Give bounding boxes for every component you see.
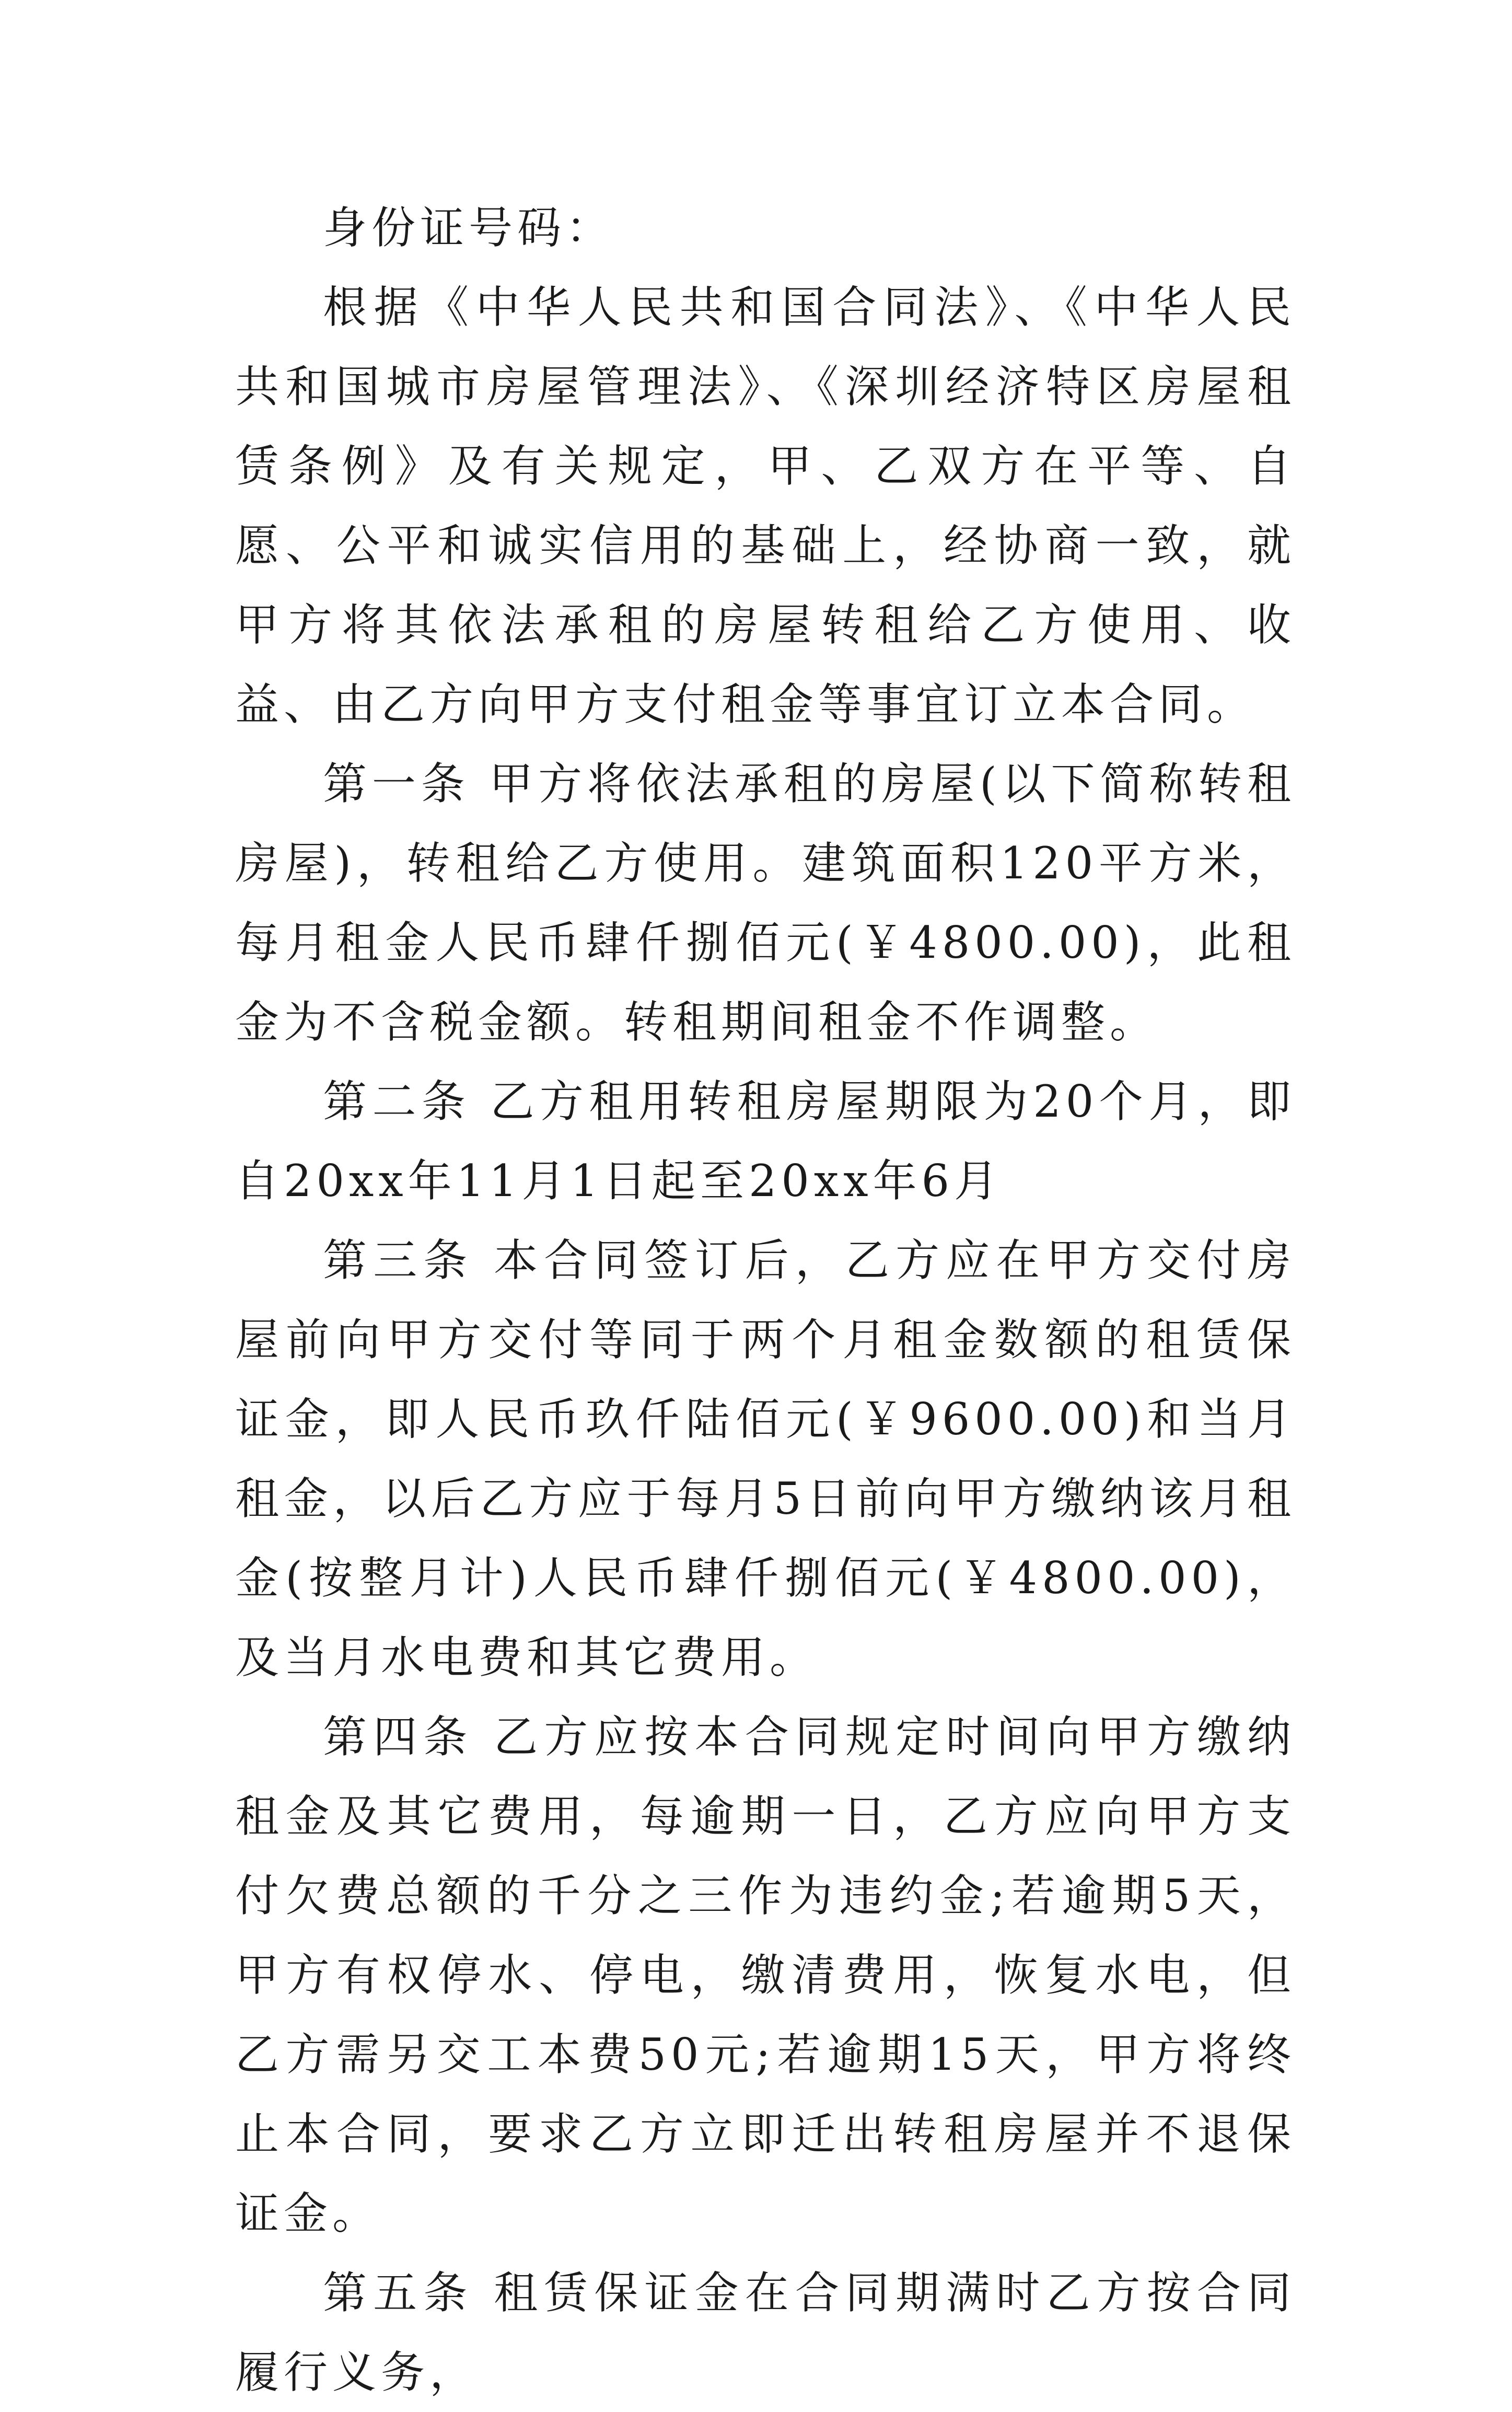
id-number-line: 身份证号码： <box>323 202 615 253</box>
preamble-paragraph: 根据《中华人民共和国合同法》、《中华人民共和国城市房屋管理法》、《深圳经济特区房屋租赁条例》及有关规定，甲、乙双方在平等、自愿、公平和诚实信用的基础上，经协商一致，就甲方将其依法承租的房屋转租给乙方使用、收益、由乙方向甲方支付租金等事宜订立本合同。 <box>235 282 1296 730</box>
article-3-paragraph: 第三条 本合同签订后，乙方应在甲方交付房屋前向甲方交付等同于两个月租金数额的租赁保证金，即人民币玖仟陆佰元(￥9600.00)和当月租金，以后乙方应于每月5日前向甲方缴纳该月租金(按整月计)人民币肆仟捌佰元(￥4800.00)，及当月水电费和其它费用。 <box>235 1235 1296 1683</box>
article-4-paragraph: 第四条 乙方应按本合同规定时间向甲方缴纳租金及其它费用，每逾期一日，乙方应向甲方支付欠费总额的千分之三作为违约金;若逾期5天，甲方有权停水、停电，缴清费用，恢复水电，但乙方需另交工本费50元;若逾期15天，甲方将终止本合同，要求乙方立即迁出转租房屋并不退保证金。 <box>235 1711 1296 2239</box>
document-body <box>235 188 1296 2412</box>
article-1-paragraph: 第一条 甲方将依法承租的房屋(以下简称转租房屋)，转租给乙方使用。建筑面积120平方米，每月租金人民币肆仟捌佰元(￥4800.00)，此租金为不含税金额。转租期间租金不作调整。 <box>235 758 1296 1048</box>
article-2-paragraph: 第二条 乙方租用转租房屋期限为20个月，即自20xx年11月1日起至20xx年6月 <box>235 1076 1296 1207</box>
article-5-paragraph: 第五条 租赁保证金在合同期满时乙方按合同履行义务， <box>235 2267 1296 2398</box>
